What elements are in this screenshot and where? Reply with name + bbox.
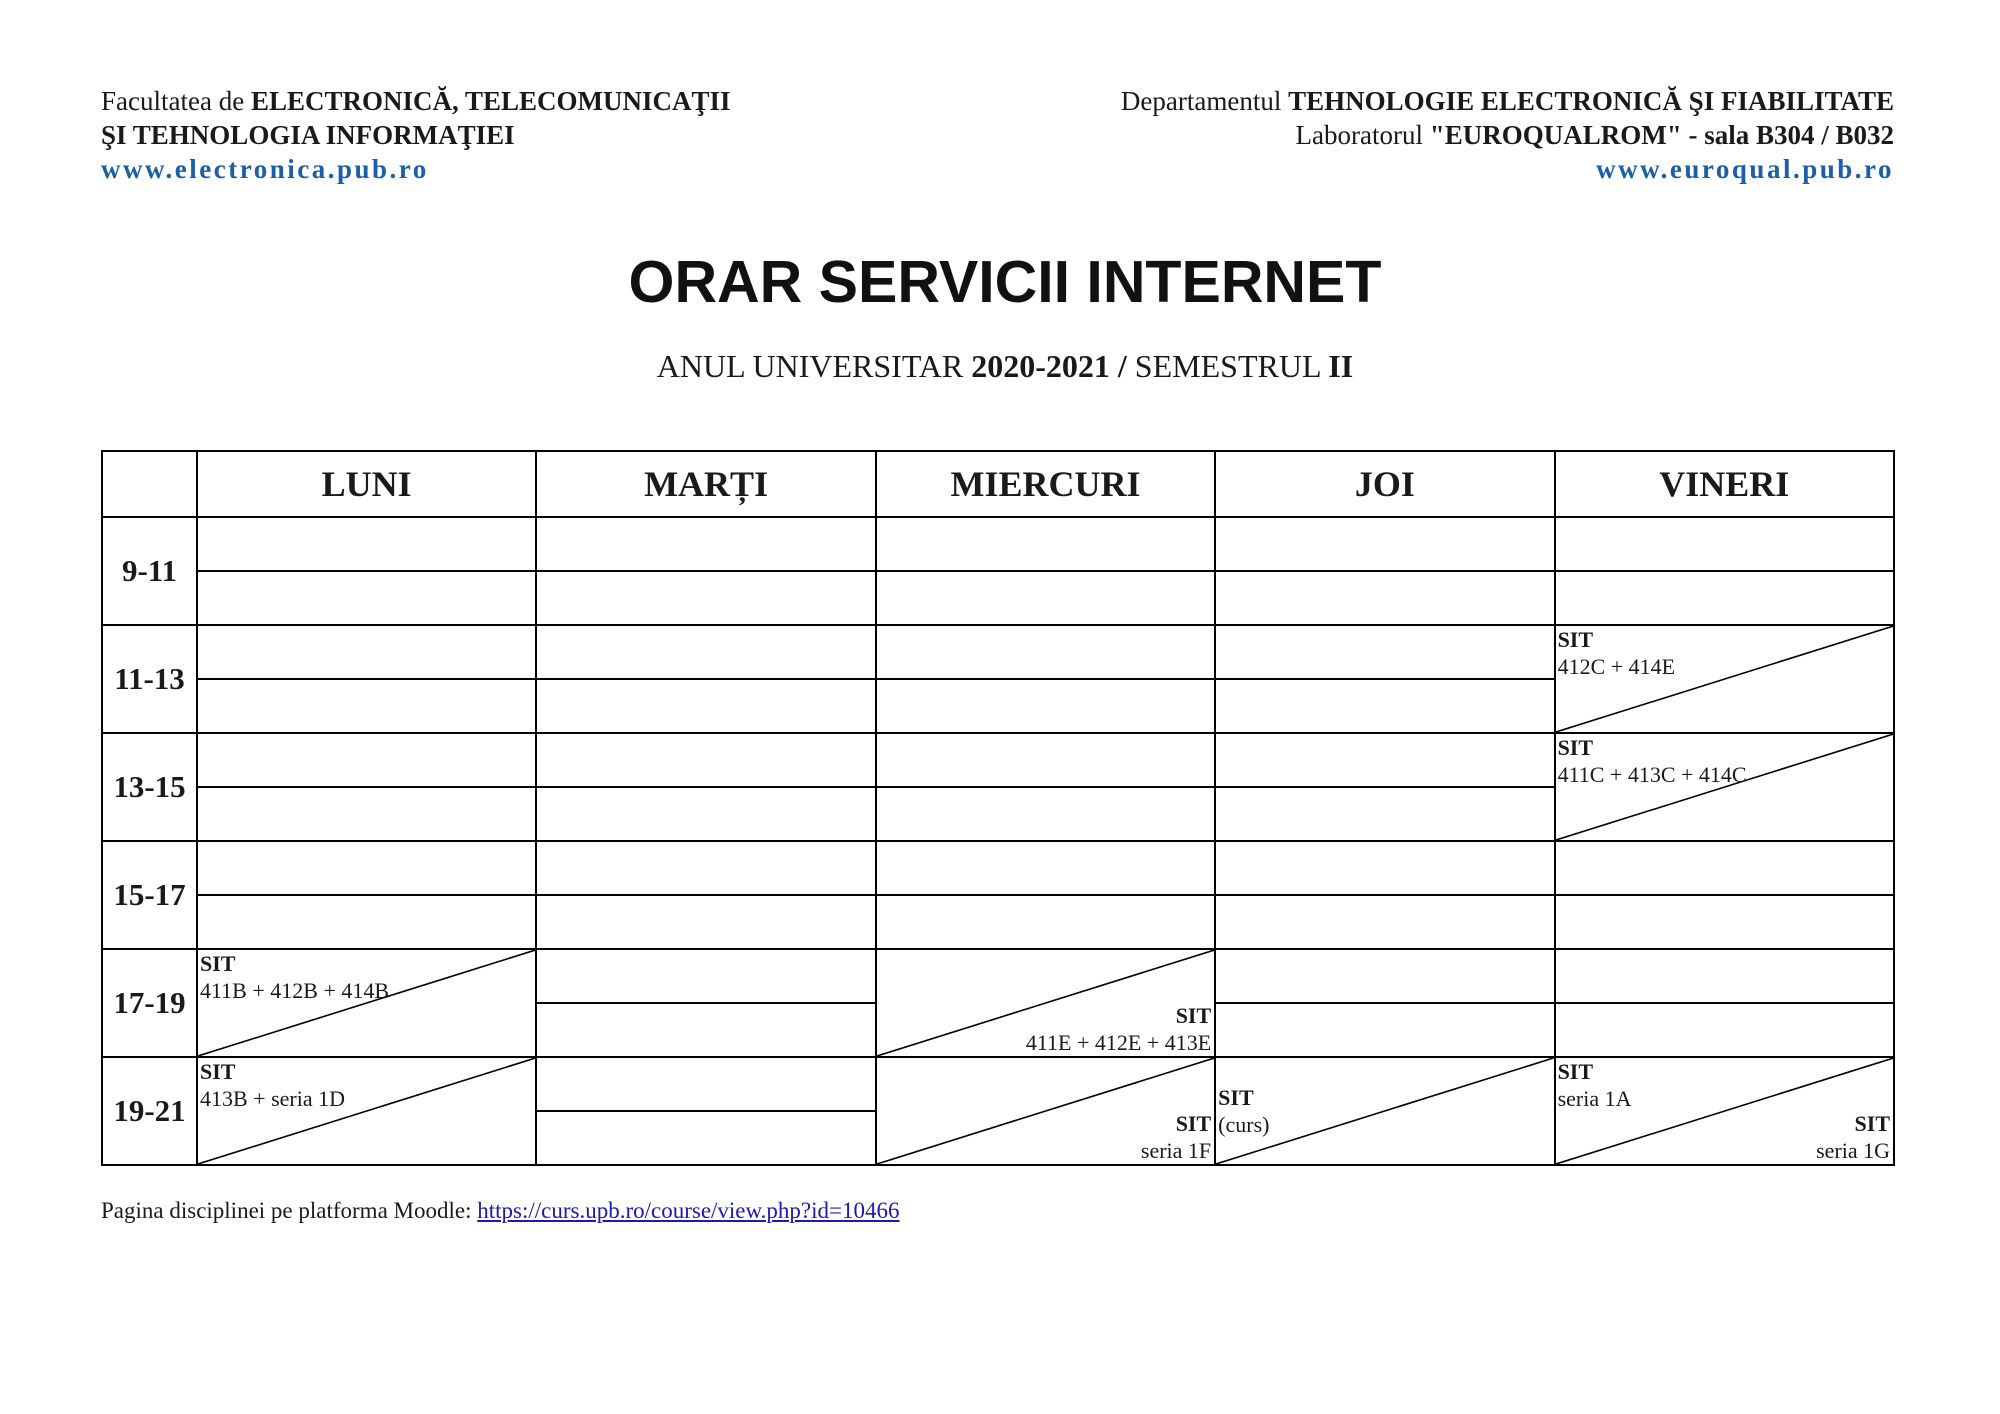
cell-empty — [1555, 571, 1894, 625]
group-list: seria 1F — [1140, 1138, 1212, 1163]
department-header — [1121, 84, 1894, 186]
class-vineri-19-21 — [1555, 1057, 1894, 1165]
cell-empty — [1555, 1003, 1894, 1057]
time-slot-9-11: 9-11 — [102, 517, 197, 625]
page-title: ORAR SERVICII INTERNET — [628, 249, 1382, 315]
cell-empty — [1215, 517, 1554, 571]
cell-empty — [1215, 625, 1554, 679]
group-list: seria 1A — [1557, 1086, 1632, 1111]
corner-cell — [102, 451, 197, 517]
cell-empty — [876, 787, 1215, 841]
cell-empty — [876, 517, 1215, 571]
class-vineri-13-15 — [1555, 733, 1894, 841]
table-row — [102, 733, 1894, 787]
faculty-website: www.electronica.pub.ro — [101, 154, 429, 184]
faculty-name-line2: ŞI TEHNOLOGIA INFORMAŢIEI — [101, 120, 515, 150]
table-row — [102, 1057, 1894, 1111]
time-slot-17-19: 17-19 — [102, 949, 197, 1057]
table-row — [102, 841, 1894, 895]
cell-empty — [876, 679, 1215, 733]
group-list: seria 1G — [1816, 1138, 1890, 1163]
department-name: Departamentul TEHNOLOGIE ELECTRONICĂ ŞI FIABILITATE — [1120, 86, 1894, 116]
cell-empty — [536, 1003, 875, 1057]
course-code: SIT — [1557, 627, 1594, 652]
day-header-miercuri: MIERCURI — [876, 451, 1215, 517]
table-row — [102, 625, 1894, 679]
cell-empty — [197, 787, 536, 841]
laboratory-name: Laboratorul "EUROQUALROM" - sala B304 / B032 — [1295, 120, 1894, 150]
academic-year-subtitle: ANUL UNIVERSITAR 2020-2021 / SEMESTRUL II — [656, 348, 1354, 384]
cell-empty — [536, 1057, 875, 1111]
time-slot-11-13: 11-13 — [102, 625, 197, 733]
group-list: (curs) — [1218, 1112, 1270, 1137]
cell-empty — [197, 517, 536, 571]
group-list: 411B + 412B + 414B — [200, 978, 390, 1003]
course-code: SIT — [1175, 1003, 1212, 1028]
cell-empty — [536, 787, 875, 841]
class-luni-19-21 — [197, 1057, 536, 1165]
cell-empty — [876, 625, 1215, 679]
group-list: 412C + 414E — [1557, 654, 1676, 679]
cell-empty — [536, 517, 875, 571]
faculty-name-line1: Facultatea de ELECTRONICĂ, TELECOMUNICAŢII — [101, 86, 731, 116]
class-joi-19-21 — [1215, 1057, 1554, 1165]
cell-empty — [1555, 949, 1894, 1003]
time-slot-19-21: 19-21 — [102, 1057, 197, 1165]
cell-empty — [197, 733, 536, 787]
course-code: SIT — [1557, 735, 1594, 760]
course-code: SIT — [1218, 1085, 1254, 1110]
time-slot-13-15: 13-15 — [102, 733, 197, 841]
table-row — [102, 517, 1894, 571]
footer-text: Pagina disciplinei pe platforma Moodle: — [101, 1198, 478, 1223]
cell-empty — [536, 895, 875, 949]
cell-empty — [1215, 571, 1554, 625]
cell-empty — [197, 895, 536, 949]
class-miercuri-17-19 — [876, 949, 1215, 1057]
cell-empty — [876, 571, 1215, 625]
cell-empty — [536, 1111, 875, 1165]
cell-empty — [1215, 949, 1554, 1003]
course-code: SIT — [1175, 1111, 1212, 1136]
cell-empty — [1215, 895, 1554, 949]
cell-empty — [1555, 895, 1894, 949]
cell-empty — [536, 949, 875, 1003]
day-header-luni: LUNI — [197, 451, 536, 517]
group-list: 411E + 412E + 413E — [1025, 1030, 1212, 1055]
cell-empty — [197, 571, 536, 625]
class-vineri-11-13 — [1555, 625, 1894, 733]
table-row — [102, 571, 1894, 625]
day-header-vineri: VINERI — [1555, 451, 1894, 517]
cell-empty — [536, 841, 875, 895]
class-luni-17-19 — [197, 949, 536, 1057]
footer-note — [101, 1198, 899, 1224]
cell-empty — [1215, 733, 1554, 787]
course-code: SIT — [1557, 1059, 1594, 1084]
cell-empty — [536, 625, 875, 679]
cell-empty — [876, 841, 1215, 895]
course-code: SIT — [1854, 1111, 1890, 1136]
table-row — [102, 949, 1894, 1003]
cell-empty — [536, 571, 875, 625]
group-list: 411C + 413C + 414C — [1557, 762, 1747, 787]
cell-empty — [876, 895, 1215, 949]
department-website: www.euroqual.pub.ro — [1596, 154, 1894, 184]
cell-empty — [876, 733, 1215, 787]
cell-empty — [197, 841, 536, 895]
cell-empty — [1215, 679, 1554, 733]
cell-empty — [536, 679, 875, 733]
course-code: SIT — [200, 951, 236, 976]
cell-empty — [1215, 841, 1554, 895]
faculty-header — [101, 84, 731, 186]
cell-empty — [1215, 787, 1554, 841]
course-code: SIT — [200, 1059, 236, 1084]
schedule-table — [101, 450, 1895, 1166]
cell-empty — [1555, 517, 1894, 571]
moodle-course-link[interactable]: https://curs.upb.ro/course/view.php?id=10466 — [477, 1198, 900, 1223]
day-header-marti: MARȚI — [536, 451, 875, 517]
day-header-row — [102, 451, 1894, 517]
cell-empty — [197, 679, 536, 733]
day-header-joi: JOI — [1215, 451, 1554, 517]
table-row — [102, 895, 1894, 949]
cell-empty — [536, 733, 875, 787]
cell-empty — [1215, 1003, 1554, 1057]
class-miercuri-19-21 — [876, 1057, 1215, 1165]
group-list: 413B + seria 1D — [200, 1086, 345, 1111]
cell-empty — [1555, 841, 1894, 895]
cell-empty — [197, 625, 536, 679]
time-slot-15-17: 15-17 — [102, 841, 197, 949]
